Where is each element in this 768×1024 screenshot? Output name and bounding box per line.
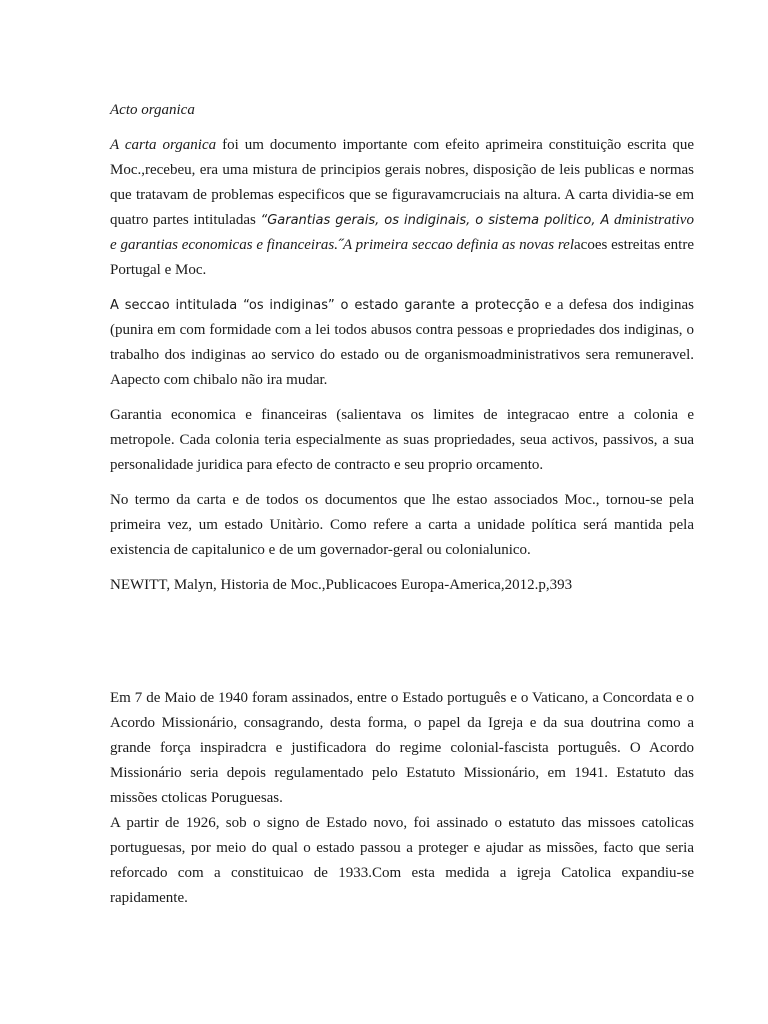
paragraph-text: foi um documento importante com efeito aprimeira constituição escrita que Moc.,recebeu, era uma mistura de principios gerais nobres, disposição de leis publicas e normas que tratavam de problemas especificos que se figuravamcruciais na altura. A carta dividia-se em quatro partes intituladas bbox=[110, 137, 694, 228]
paragraph-text-end: acoes estreitas entre Portugal e Moc. bbox=[110, 237, 694, 278]
sans-quote: “os indiginas” bbox=[243, 298, 335, 313]
italic-lead: A carta organica bbox=[110, 137, 217, 153]
section-title: Acto organica bbox=[110, 102, 195, 118]
paragraph-concordata: Em 7 de Maio de 1940 foram assinados, entre o Estado português e o Vaticano, a Concordata e o Acordo Missionário, consagrando, desta forma, o papel da Igreja e da sua doutrina como a grande força inspiradcra e justificadora do regime colonial-fascista português. O Acordo Missionário seria depois regulamentado pelo Estatuto Missionário, em 1941. Estatuto das missões ctolicas Poruguesas. bbox=[110, 690, 694, 806]
paragraph-estatuto: A partir de 1926, sob o signo de Estado novo, foi assinado o estatuto das missoes catolicas portuguesas, por meio do qual o estado passou a proteger e ajudar as missões, facto que seria reforcado com a constituicao de 1933.Com esta medida a igreja Catolica expandiu-se rapidamente. bbox=[110, 815, 694, 906]
paragraph-carta-organica bbox=[110, 133, 694, 283]
sans-lead: A seccao intitulada bbox=[110, 298, 244, 313]
paragraph-indiginas bbox=[110, 293, 694, 393]
italic-quote-serif: dministrativo e garantias economicas e financeiras.˝A primeira seccao definia as novas rel bbox=[110, 212, 694, 253]
citation: NEWITT, Malyn, Historia de Moc.,Publicacoes Europa-America,2012.p,393 bbox=[110, 577, 573, 593]
paragraph-termo: No termo da carta e de todos os documentos que lhe estao associados Moc., tornou-se pela primeira vez, um estado Unitàrio. Como refere a carta a unidade política será mantida pela existencia de capitalunico e de um governador-geral ou colonialunico. bbox=[110, 492, 694, 558]
document-page bbox=[110, 98, 694, 911]
italic-quote-sans: “Garantias gerais, os indiginais, o sistema politico, A bbox=[260, 213, 610, 228]
paragraph-text: e a defesa dos indiginas (punira em com formidade com a lei todos abusos contra pessoas e propriedades dos indiginas, o trabalho dos indiginas ao servico do estado ou de organismoadministrativos sera remuneravel. Aapecto com chibalo não ira mudar. bbox=[110, 297, 694, 388]
blank-gap bbox=[110, 608, 694, 686]
sans-lead-2: o estado garante a protecção bbox=[334, 298, 540, 313]
paragraph-garantia: Garantia economica e financeiras (salientava os limites de integracao entre a colonia e metropole. Cada colonia teria especialmente as suas propriedades, seua activos, passivos, a sua personalidade juridica para efecto de contracto e seu proprio orcamento. bbox=[110, 407, 694, 473]
